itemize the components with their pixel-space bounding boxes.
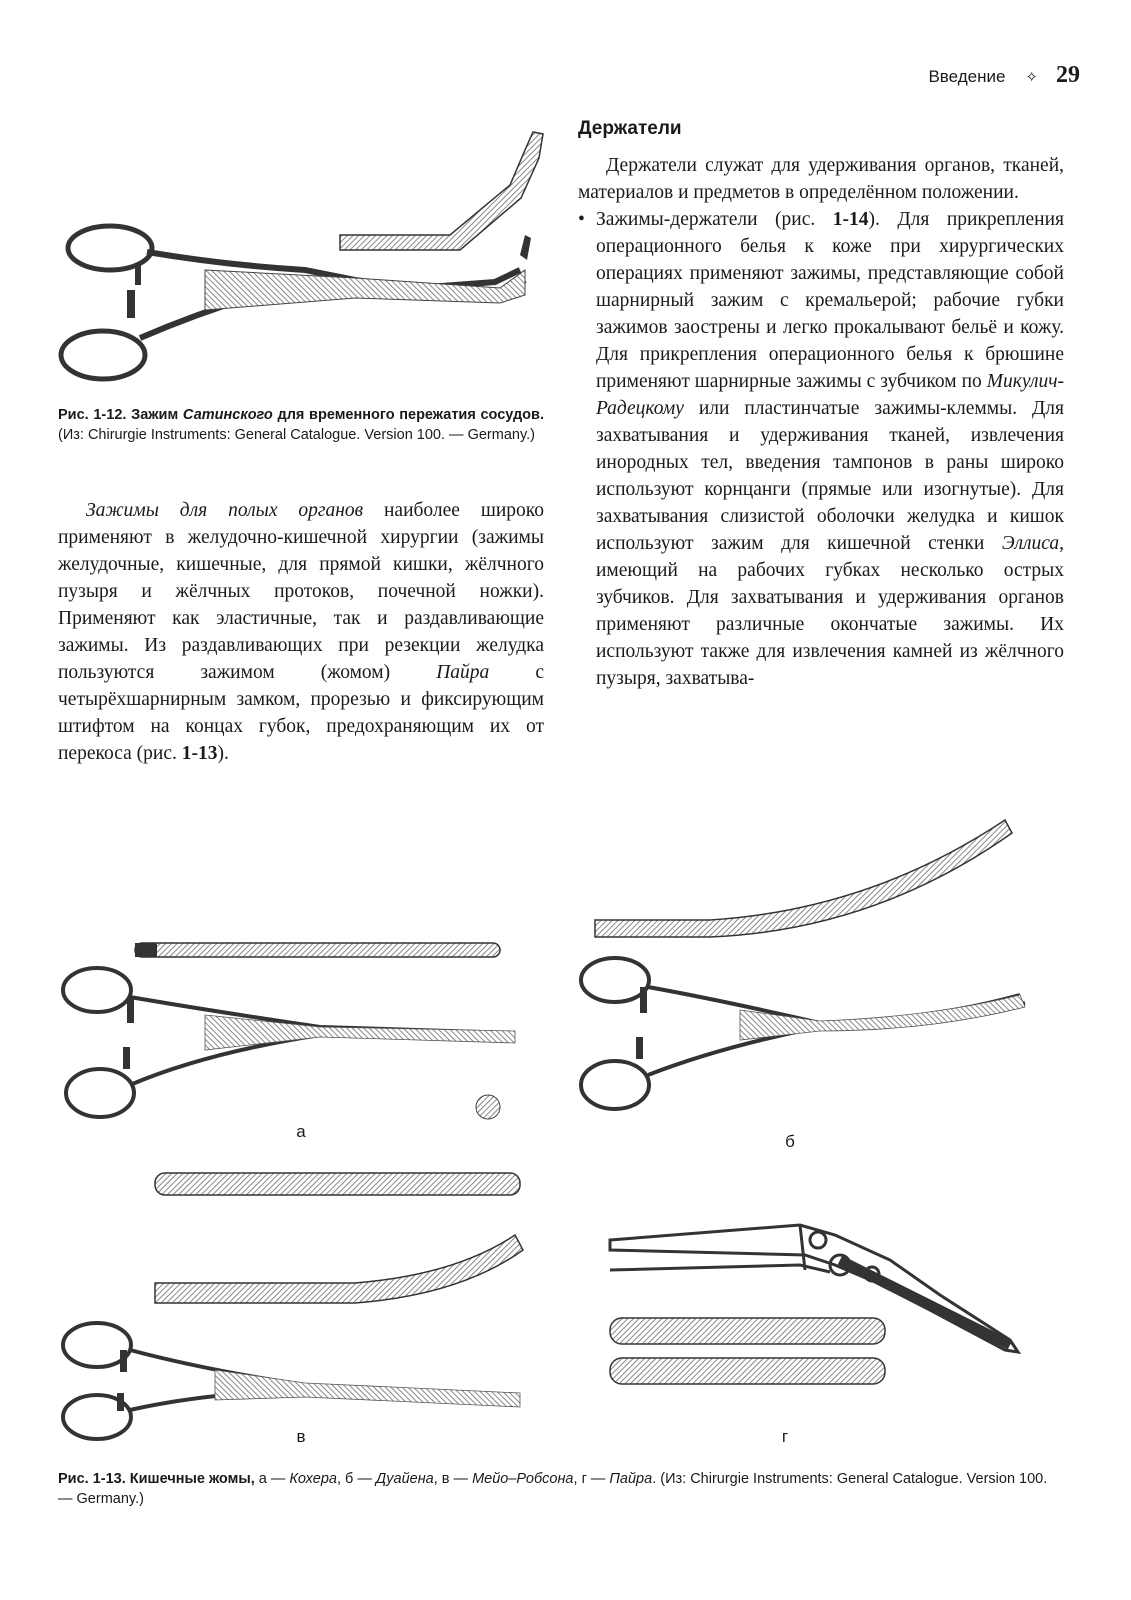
paragraph-text: Зажимы-держатели (рис. (596, 209, 833, 230)
figure-label-v: в (296, 1427, 306, 1446)
right-column (578, 115, 1064, 692)
intro-paragraph: Держатели служат для удерживания органов, тканей, материалов и предметов в определённом положении. (578, 155, 1064, 203)
jaw-detail (135, 943, 500, 957)
page-number: 29 (1056, 62, 1080, 88)
caption-name: Пайра (609, 1471, 653, 1487)
figure-1-13g-illustration (600, 1210, 1040, 1440)
figure-1-13v-illustration (55, 1165, 530, 1445)
paragraph-text: ). Для прикрепления операционного белья к коже при хирургических операциях применяют зажимы, представляющие собой шарнирный зажим с кремальерой; рабочие губки зажимов заострены и легко прокалывают бельё и кожу. Для прикрепления операционного белья к брюшине применяют шарнирные зажимы с зубчиком по (596, 209, 1064, 392)
left-column-paragraph (58, 497, 544, 767)
jaw-detail-upper (610, 1318, 885, 1344)
italic-name: Микулич-Радецкому (596, 371, 1064, 419)
figure-label-b: б (785, 1132, 795, 1151)
caption-text: , в — (433, 1471, 473, 1487)
italic-name: Эллиса (1001, 533, 1060, 554)
figure-1-12-illustration (55, 120, 555, 395)
figure-1-13b-illustration (570, 815, 1050, 1135)
figure-label-g: г (781, 1427, 789, 1446)
jaw-detail-curved (155, 1235, 523, 1303)
section-heading: Держатели (578, 118, 682, 139)
jaw-detail (340, 132, 543, 250)
upper-ring (68, 226, 152, 270)
caption-title-part: для временного пережатия сосудов. (272, 407, 544, 423)
paragraph-text: ). (217, 743, 229, 764)
figure-1-12-caption (58, 405, 544, 445)
caption-text: , б — (336, 1471, 376, 1487)
running-head (820, 62, 1080, 92)
figure-label-a: а (296, 1122, 306, 1141)
figure-reference: 1-14 (832, 209, 869, 230)
figure-1-13-caption (58, 1469, 1058, 1509)
caption-text: а — (254, 1471, 290, 1487)
paragraph-text: с четырёхшарнирным замком, прорезью и фиксирующим штифтом на концах губок, предохраняющим их от перекоса (рис. (58, 662, 545, 764)
paragraph-text: или пластинчатые зажимы-клеммы. Для захватывания и удерживания тканей, извлечения инородных тел, введения тампонов в раны широко используют корнцанги (прямые или изогнутые). Для захватывания слизистой оболочки желудка и кишок используют зажим для кишечной стенки (596, 398, 1064, 554)
italic-name: Пайра (436, 662, 490, 683)
caption-source: . (Из: Chirurgie Instruments: General Catalogue. Version 100. — Germany.) (58, 1471, 1048, 1507)
caption-label: Рис. 1-12. (58, 407, 127, 423)
caption-name: Дуайена (375, 1471, 434, 1487)
jaw-detail-straight (155, 1173, 520, 1195)
caption-title: Кишечные жомы, (129, 1471, 255, 1487)
jaw-detail-lower (610, 1358, 885, 1384)
figure-reference: 1-13 (181, 743, 218, 764)
figure-1-13a-illustration (55, 935, 525, 1130)
caption-title-name: Сатинского (182, 407, 273, 423)
separator-icon: ✧ (1025, 69, 1038, 86)
paragraph-text: , имеющий на рабочих губках несколько острых зубчиков. Для захватывания и удерживания органов применяют различные окончатые зажимы. Их используют также для извлечения камней из жёлчного пузыря, захватыва- (596, 533, 1064, 689)
caption-source: (Из: Chirurgie Instruments: General Catalogue. Version 100. — Germany.) (58, 427, 535, 443)
caption-name: Кохера (289, 1471, 337, 1487)
bullet-paragraph (578, 206, 1064, 692)
caption-name: Мейо–Робсона (472, 1471, 574, 1487)
italic-term: Зажимы для полых органов (86, 500, 364, 521)
lower-ring (61, 331, 145, 379)
paragraph-text: наиболее широко применяют в желудочно-кишечной хирургии (зажимы желудочные, кишечные, для прямой кишки, жёлчного пузыря и жёлчных протоков, почечной ножки). Применяют как эластичные, так и раздавливающие зажимы. Из раздавливающих при резекции желудка пользуются зажимом (жомом) (58, 500, 545, 683)
caption-text: , г — (573, 1471, 610, 1487)
section-name: Введение (928, 67, 1006, 86)
caption-label: Рис. 1-13. (58, 1471, 126, 1487)
jaw-detail (595, 820, 1012, 937)
caption-title-part: Зажим (131, 407, 183, 423)
